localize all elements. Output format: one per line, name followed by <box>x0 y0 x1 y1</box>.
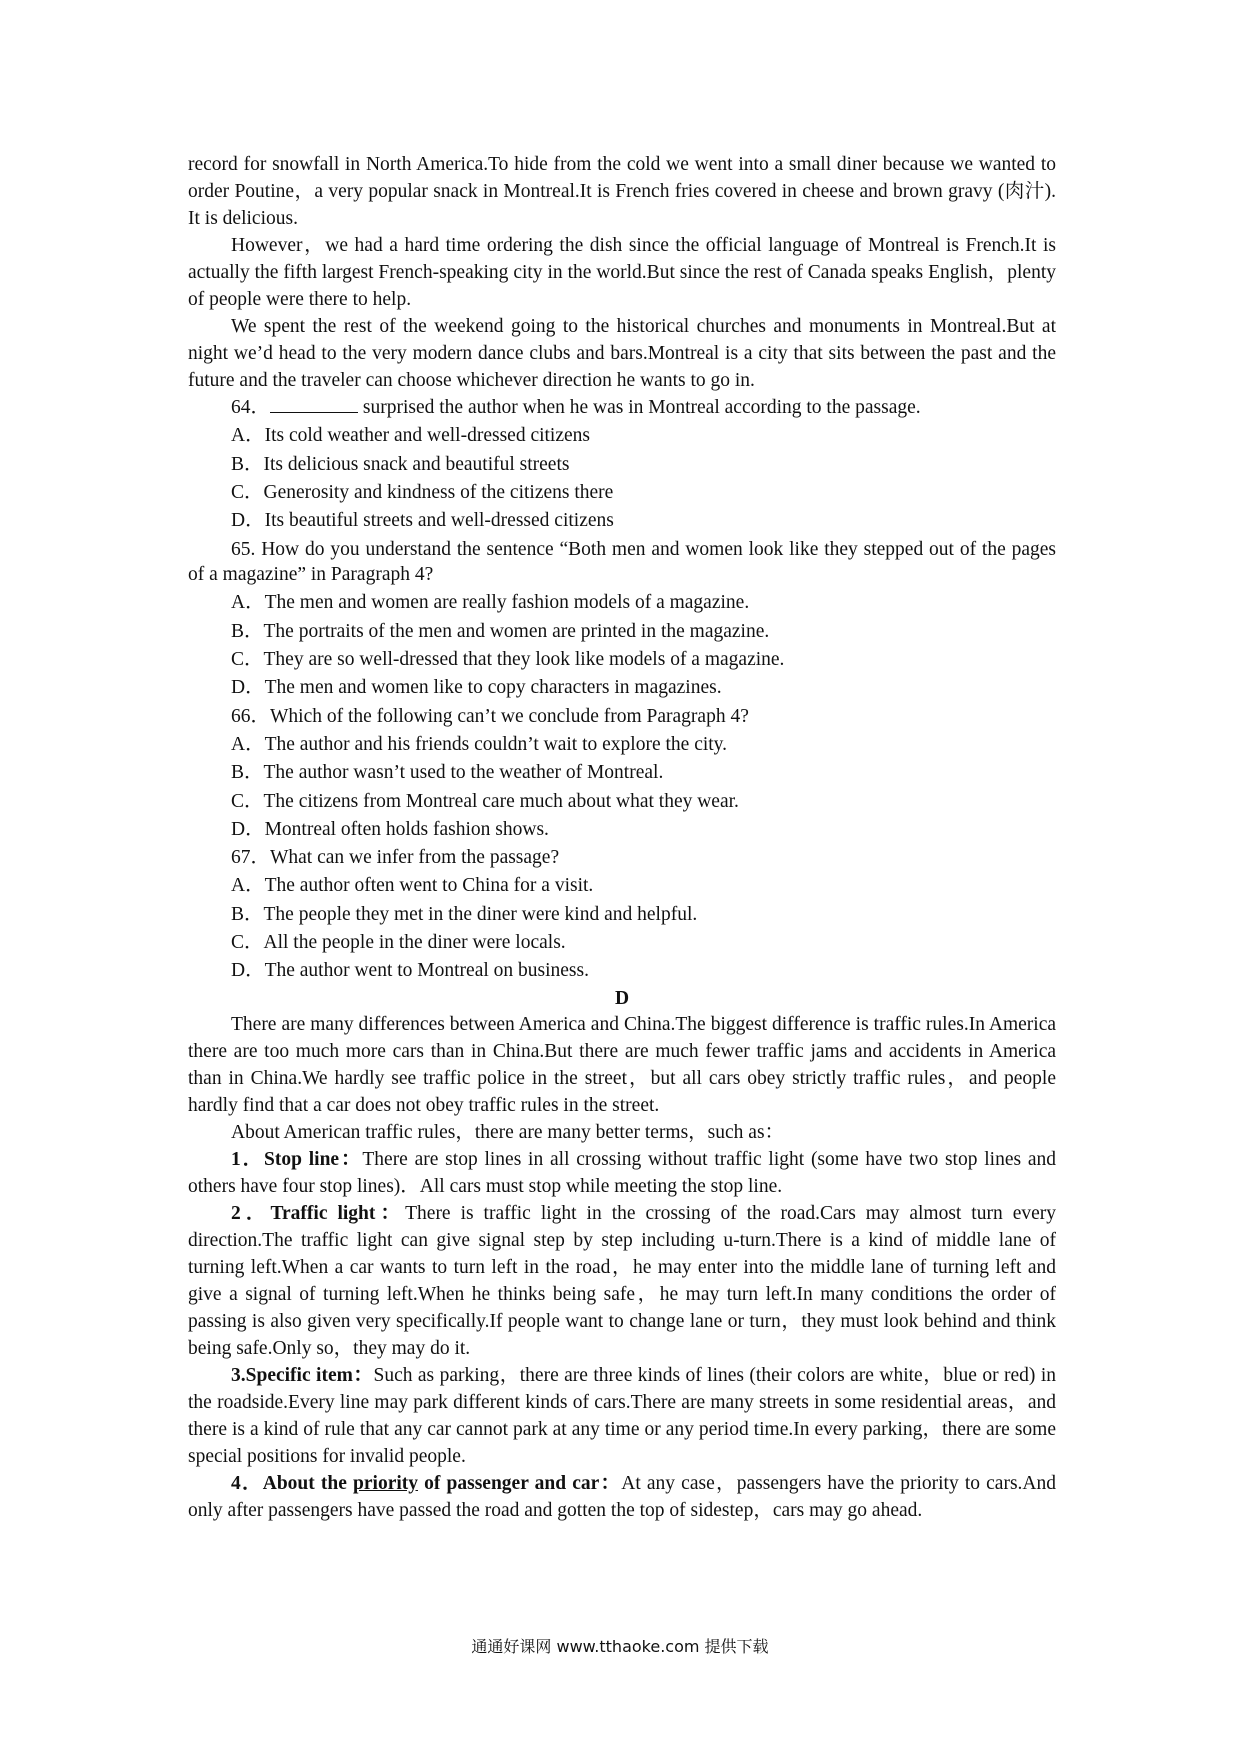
rule-label-part: of passenger and car： <box>418 1472 622 1494</box>
option: A．The author often went to China for a visit. <box>231 875 594 897</box>
rule-label <box>231 1473 621 1494</box>
rule-item-4 <box>188 1470 1056 1524</box>
rule-text: At any case，passengers have the priority to cars.And only after passengers have passed the road and gotten the top of sidestep，cars may go ahead. <box>188 1472 1056 1521</box>
document-body <box>188 151 1056 1524</box>
rule-label: 1．Stop line： <box>231 1148 363 1170</box>
option: D．The author went to Montreal on business. <box>231 960 589 982</box>
rule-label: 2．Traffic light： <box>231 1202 406 1224</box>
option: C．The citizens from Montreal care much about what they wear. <box>231 790 739 812</box>
option: D．The men and women like to copy characters in magazines. <box>231 677 722 699</box>
rule-item-1 <box>188 1146 1056 1200</box>
option: B．The author wasn’t used to the weather of Montreal. <box>231 762 664 784</box>
rule-item-3 <box>188 1362 1056 1470</box>
page-footer: 通通好课网 www.tthaoke.com 提供下载 <box>471 1637 769 1656</box>
passage-paragraph: record for snowfall in North America.To hide from the cold we went into a small diner because we wanted to order Poutine，a very popular snack in Montreal.It is French fries covered in cheese and brown gravy (肉汁). It is delicious. <box>188 154 1056 229</box>
rule-text: There are stop lines in all crossing without traffic light (some have two stop lines and others have four stop lines)．All cars must stop while meeting the stop line. <box>188 1148 1056 1197</box>
option: A．Its cold weather and well-dressed citizens <box>231 425 590 447</box>
option: B．The people they met in the diner were kind and helpful. <box>231 903 698 925</box>
question-66: 66．Which of the following can’t we conclude from Paragraph 4? <box>231 705 749 727</box>
answer-blank <box>270 394 358 413</box>
question-65: 65. How do you understand the sentence “Both men and women look like they stepped out of the pages of a magazine” in Paragraph 4? <box>188 539 1056 586</box>
passage-paragraph: However，we had a hard time ordering the dish since the official language of Montreal is French.It is actually the fifth largest French-speaking city in the world.But since the rest of Canada speaks English，plenty of people were there to help. <box>188 235 1056 310</box>
passage-paragraph: About American traffic rules，there are many better terms，such as： <box>231 1121 785 1143</box>
passage-paragraph: There are many differences between America and China.The biggest difference is traffic rules.In America there are too much more cars than in China.But there are much fewer traffic jams and accidents in America than in China.We hardly see traffic police in the street，but all cars obey strictly traffic rules，and people hardly find that a car does not obey traffic rules in the street. <box>188 1013 1056 1116</box>
underlined-word: priority <box>353 1472 419 1494</box>
option: A．The author and his friends couldn’t wait to explore the city. <box>231 733 728 755</box>
rule-label: 3.Specific item： <box>231 1364 374 1386</box>
option: D．Its beautiful streets and well-dressed citizens <box>231 510 614 532</box>
question-64 <box>188 394 1056 422</box>
option: B．The portraits of the men and women are printed in the magazine. <box>231 620 770 642</box>
question-number: 64． <box>231 397 271 418</box>
option: D．Montreal often holds fashion shows. <box>231 818 549 840</box>
rule-text: Such as parking，there are three kinds of lines (their colors are white，blue or red) in the roadside.Every line may park different kinds of cars.There are many streets in some residential areas，and there is a kind of rule that any car cannot park at any time or any period time.In every parking，there are some special positions for invalid people. <box>188 1364 1056 1467</box>
rule-label-part: 4．About the <box>231 1472 354 1494</box>
option: C．They are so well-dressed that they look like models of a magazine. <box>231 649 785 671</box>
option: A．The men and women are really fashion models of a magazine. <box>231 592 750 614</box>
question-67: 67．What can we infer from the passage? <box>231 847 560 869</box>
question-stem: surprised the author when he was in Montreal according to the passage. <box>358 397 921 418</box>
option: C．All the people in the diner were locals. <box>231 932 566 954</box>
passage-paragraph: We spent the rest of the weekend going to the historical churches and monuments in Montreal.But at night we’d head to the very modern dance clubs and bars.Montreal is a city that sits between the past and the future and the traveler can choose whichever direction he wants to go in. <box>188 316 1056 391</box>
rule-item-2 <box>188 1200 1056 1362</box>
rule-text: There is traffic light in the crossing of the road.Cars may almost turn every direction.The traffic light can give signal step by step including u-turn.There is a kind of middle lane of turning left.When a car wants to turn left in the road，he may enter into the middle lane of turning left and give a signal of turning left.When he thinks being safe，he may turn left.In many conditions the order of passing is also given very specifically.If people want to change lane or turn，they must look behind and think being safe.Only so，they may do it. <box>188 1202 1057 1359</box>
option: B．Its delicious snack and beautiful streets <box>231 453 570 475</box>
section-heading: D <box>614 987 630 1009</box>
option: C．Generosity and kindness of the citizens there <box>231 481 614 503</box>
